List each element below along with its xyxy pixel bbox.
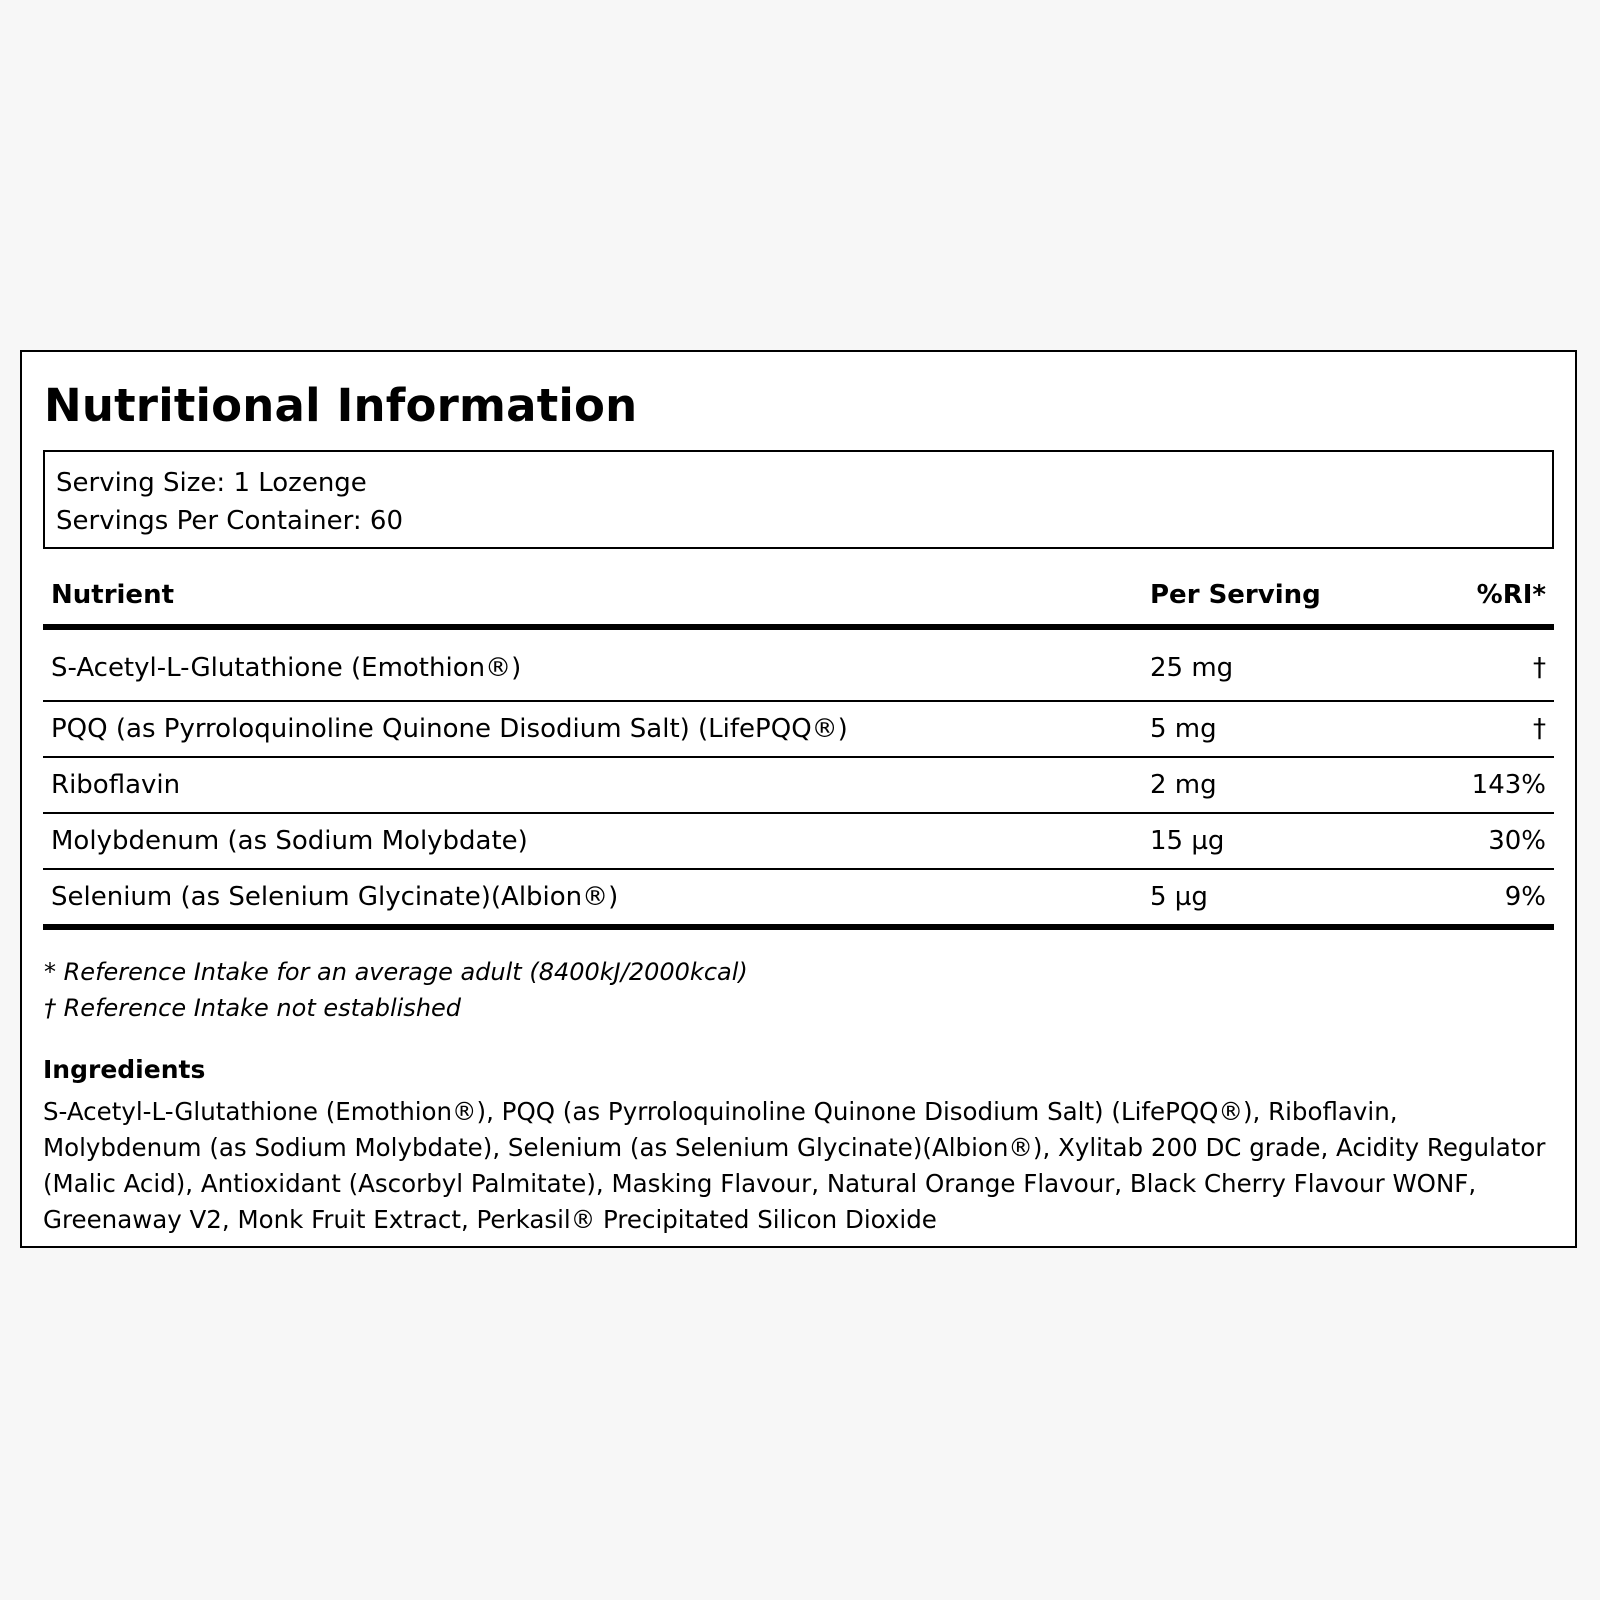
per-serving-value: 5 µg: [1142, 869, 1418, 927]
footnote-reference-intake: * Reference Intake for an average adult (8400kJ/2000kcal): [44, 958, 748, 986]
table-header-row: [43, 572, 1554, 627]
nutrient-name: Riboflavin: [43, 757, 1142, 813]
nutrient-name: Molybdenum (as Sodium Molybdate): [43, 813, 1142, 869]
table-row: [43, 813, 1554, 869]
ingredients-text: S-Acetyl-L-Glutathione (Emothion®), PQQ (as Pyrroloquinoline Quinone Disodium Salt) (LifePQQ®), Riboflavin, Molybdenum (as Sodium Molybdate), Selenium (as Selenium Glycinate)(Albion®), Xylitab 200 DC grade, Acidity Regulator (Malic Acid), Antioxidant (Ascorbyl Palmitate), Masking Flavour, Natural Orange Flavour, Black Cherry Flavour WONF, Greenaway V2, Monk Fruit Extract, Perkasil® Precipitated Silicon Dioxide: [43, 1097, 1546, 1234]
table-row: [43, 701, 1554, 757]
nutrient-name: S-Acetyl-L-Glutathione (Emothion®): [43, 627, 1142, 701]
header-ri: %RI*: [1418, 572, 1554, 627]
ri-value: †: [1418, 627, 1554, 701]
table-row: [43, 627, 1554, 701]
nutrient-table: [43, 572, 1554, 930]
per-serving-value: 25 mg: [1142, 627, 1418, 701]
per-serving-value: 5 mg: [1142, 701, 1418, 757]
header-nutrient: Nutrient: [43, 572, 1142, 627]
ingredients-heading: Ingredients: [43, 1055, 206, 1084]
ri-value: †: [1418, 701, 1554, 757]
label-title: Nutritional Information: [44, 379, 638, 432]
serving-info-box: [43, 450, 1554, 549]
ri-value: 30%: [1418, 813, 1554, 869]
ri-value: 9%: [1418, 869, 1554, 927]
footnotes: [43, 954, 1554, 1026]
servings-per-container: Servings Per Container: 60: [56, 506, 404, 536]
ri-value: 143%: [1418, 757, 1554, 813]
per-serving-value: 2 mg: [1142, 757, 1418, 813]
footnote-not-established: † Reference Intake not established: [44, 994, 462, 1022]
nutrition-label-panel: [20, 350, 1577, 1248]
nutrient-name: Selenium (as Selenium Glycinate)(Albion®): [43, 869, 1142, 927]
nutrient-name: PQQ (as Pyrroloquinoline Quinone Disodium Salt) (LifePQQ®): [43, 701, 1142, 757]
table-row: [43, 869, 1554, 927]
table-row: [43, 757, 1554, 813]
per-serving-value: 15 µg: [1142, 813, 1418, 869]
header-per-serving: Per Serving: [1142, 572, 1418, 627]
serving-size: Serving Size: 1 Lozenge: [56, 468, 367, 498]
